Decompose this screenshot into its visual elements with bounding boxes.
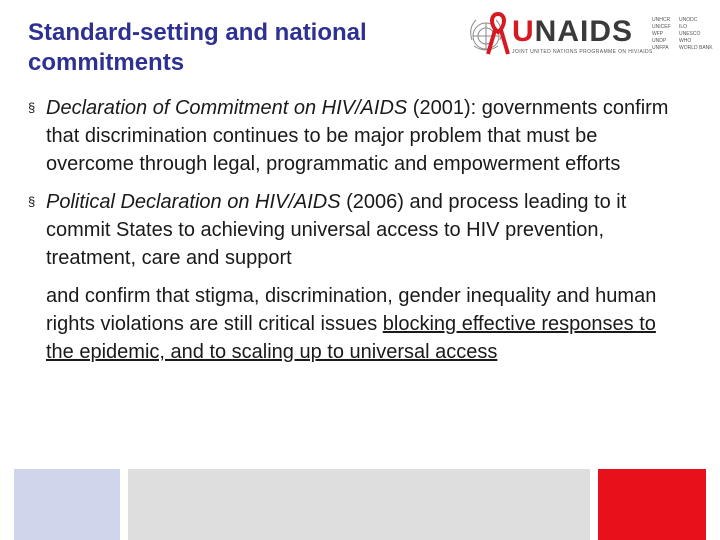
unaids-logo — [464, 10, 713, 66]
cosponsor-list-2 — [679, 17, 713, 52]
logo-subtitle: JOINT UNITED NATIONS PROGRAMME ON HIV/AIDS — [512, 49, 653, 55]
red-ribbon-icon — [484, 10, 512, 58]
logo-wordmark — [512, 16, 633, 48]
cosponsor: WHO — [679, 38, 692, 44]
cosponsor: WORLD BANK — [679, 45, 713, 51]
bullet-marker-icon: § — [28, 100, 36, 115]
cosponsor: UNODC — [679, 17, 698, 23]
footer-block-center — [128, 469, 590, 540]
bullet-item — [28, 94, 688, 178]
cosponsor: UNFPA — [652, 45, 669, 51]
continuation-paragraph — [28, 282, 688, 366]
cosponsor: UNESCO — [679, 31, 701, 37]
bullet-italic-title: Declaration of Commitment on HIV/AIDS — [46, 97, 408, 119]
cosponsor: UNDP — [652, 38, 667, 44]
bullet-text: (2001): governments confirm that discrimination continues to be major problem that must be overcome through legal, programmatic and empowerment efforts — [46, 97, 669, 175]
cosponsor-list-1 — [652, 17, 671, 52]
cosponsor: WFP — [652, 31, 664, 37]
bullet-italic-title: Political Declaration on HIV/AIDS — [46, 191, 341, 213]
logo-wordmark-rest: NAIDS — [534, 15, 634, 48]
cosponsor: ILO — [679, 24, 688, 30]
footer-block-left — [14, 469, 120, 540]
bullet-item — [28, 188, 688, 272]
footer-block-right — [598, 469, 706, 540]
bullet-marker-icon: § — [28, 194, 36, 209]
continuation-text: and confirm that stigma, discrimination, gender inequality and human rights violations are still critical issues — [46, 285, 657, 335]
bullet-text: (2006) and process leading to it commit States to achieving universal access to HIV prevention, treatment, care and support — [46, 191, 627, 269]
bullet-list — [28, 94, 688, 366]
slide-title: Standard-setting and national commitments — [28, 19, 367, 76]
cosponsor: UNICEF — [652, 24, 671, 30]
logo-wordmark-u: U — [512, 15, 535, 48]
cosponsor: UNHCR — [652, 17, 671, 23]
underlined-text: blocking effective responses to the epidemic, and to scaling up to universal access — [46, 313, 656, 363]
